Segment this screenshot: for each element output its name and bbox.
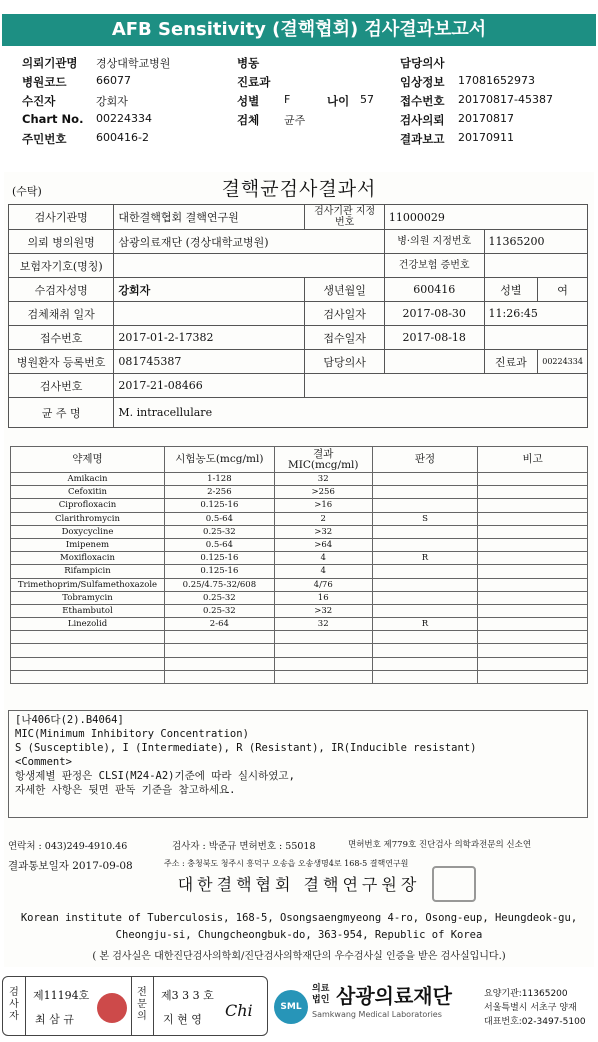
remark (478, 591, 588, 604)
test-range: 0.125-16 (164, 499, 274, 512)
notes-box (8, 710, 588, 818)
drug-row (11, 591, 588, 604)
org-address: 서울특별시 서초구 양재 (484, 1003, 577, 1013)
blank-cell (11, 644, 165, 657)
doc-subtitle: (수탁) (12, 185, 42, 198)
remark (478, 578, 588, 591)
test-range: 0.25/4.75-32/608 (164, 578, 274, 591)
mic-result: 32 (274, 473, 372, 486)
dept-doc-label: 진료과 (484, 350, 538, 374)
examiner: 검사자 : 박준규 면허번호 : 55018 (172, 841, 316, 852)
blank-cell (372, 670, 478, 683)
test-range: 0.125-16 (164, 565, 274, 578)
drug-name: Doxycycline (11, 525, 165, 538)
report-label: 결과보고 (400, 132, 445, 146)
clinical-label: 임상정보 (400, 75, 445, 89)
insure-label: 보험자기호(명칭) (9, 254, 114, 278)
drug-row (11, 618, 588, 631)
mic-result: 4 (274, 552, 372, 565)
blank-cell (11, 657, 165, 670)
interpretation: S (372, 512, 478, 525)
blank-cell (372, 631, 478, 644)
remark (478, 473, 588, 486)
remark (478, 552, 588, 565)
mic-result: 2 (274, 512, 372, 525)
interpretation: R (372, 552, 478, 565)
hospital-label: 의뢰기관명 (22, 56, 78, 70)
specimen-header-table (8, 204, 588, 428)
receipt-date-label: 접수일자 (305, 326, 385, 350)
report-value: 20170911 (458, 131, 514, 144)
req-lab-value: 삼광의료재단 (경상대학교병원) (114, 230, 385, 254)
drug-row (11, 578, 588, 591)
drug-name: Trimethoprim/Sulfamethoxazole (11, 578, 165, 591)
insure-no-value (484, 254, 587, 278)
blank-cell (372, 644, 478, 657)
certification-note: ( 본 검사실은 대한진단검사의학회/진단검사의학재단의 우수검사실 인증을 받은 검사실입니다.) (92, 951, 506, 962)
collect-label: 검체채취 일자 (9, 302, 114, 326)
clinical-value: 17081652973 (458, 74, 535, 87)
drug-row (11, 552, 588, 565)
remark (478, 618, 588, 631)
signature-box (2, 976, 268, 1036)
interpretation (372, 604, 478, 617)
drug-row (11, 486, 588, 499)
blank-cell (164, 670, 274, 683)
hosp-code-value: 66077 (96, 74, 131, 87)
age-value: 57 (360, 93, 374, 106)
chart-value: 00224334 (96, 112, 152, 125)
drug-row-blank (11, 644, 588, 657)
attending-value (384, 350, 484, 374)
drug-name: Ethambutol (11, 604, 165, 617)
institute-en-line2: Cheongju-si, Chungcheongbuk-do, 363-954, Republic of Korea (115, 929, 483, 941)
insure-no-label: 건강보험 증번호 (384, 254, 484, 278)
mic-result: 16 (274, 591, 372, 604)
drug-row (11, 565, 588, 578)
collect-value (114, 302, 305, 326)
institute-name: 대한결핵협회 결핵연구원장 (177, 875, 421, 894)
blank-cell (274, 670, 372, 683)
dept-label: 진료과 (237, 75, 271, 89)
interpretation (372, 578, 478, 591)
col-mic: 결과 MIC(mcg/ml) (274, 447, 372, 473)
test-range: 0.25-32 (164, 604, 274, 617)
blank-cell (164, 657, 274, 670)
blank-cell (164, 644, 274, 657)
institute-en-line1: Korean institute of Tuberculosis, 168-5, Osongsaengmyeong 4-ro, Osong-eup, Heungdeok-gu, (20, 912, 578, 924)
drug-table-header (11, 447, 588, 473)
interpretation: R (372, 618, 478, 631)
receipt-blank (484, 326, 587, 350)
remark (478, 486, 588, 499)
blank-cell (164, 631, 274, 644)
mic-result: >16 (274, 499, 372, 512)
test-no-value: 2017-21-08466 (114, 374, 305, 398)
sex-doc-value: 여 (538, 278, 588, 302)
resident-label: 주민번호 (22, 132, 67, 146)
blank-cell (274, 644, 372, 657)
test-range: 0.5-64 (164, 512, 274, 525)
drug-name: Moxifloxacin (11, 552, 165, 565)
examiner-license: 제11194호 (33, 989, 90, 1002)
examiner-name: 최 삼 규 (35, 1013, 74, 1026)
remark (478, 525, 588, 538)
blank-cell (478, 644, 588, 657)
test-range: 0.125-16 (164, 552, 274, 565)
test-range: 0.25-32 (164, 525, 274, 538)
test-date-value: 2017-08-30 (384, 302, 484, 326)
attending-label: 담당의사 (305, 350, 385, 374)
interpretation (372, 499, 478, 512)
test-time-value: 11:26:45 (484, 302, 587, 326)
signature-footer (2, 976, 596, 1038)
mic-result: >32 (274, 604, 372, 617)
remark (478, 538, 588, 551)
sex-value: F (284, 93, 291, 106)
req-no-label: 병·의원 지정번호 (384, 230, 484, 254)
org-name-en: Samkwang Medical Laboratories (312, 1010, 442, 1019)
drug-name: Imipenem (11, 538, 165, 551)
test-range: 2-64 (164, 618, 274, 631)
drug-name: Linezolid (11, 618, 165, 631)
specialist-license: 제3 3 3 호 (161, 989, 214, 1002)
interpretation (372, 473, 478, 486)
interpretation (372, 538, 478, 551)
test-no-blank (305, 374, 588, 398)
drug-row (11, 512, 588, 525)
interpretation (372, 591, 478, 604)
notes-line1: 항생제별 판정은 CLSI(M24-A2)기준에 따라 실시하였고, (15, 770, 295, 782)
drug-row (11, 473, 588, 486)
mic-result: >32 (274, 525, 372, 538)
accession-label: 접수번호 (400, 94, 445, 108)
report-date: 결과통보일자 2017-09-08 (8, 860, 133, 872)
drug-row-blank (11, 657, 588, 670)
interpretation (372, 525, 478, 538)
req-lab-label: 의뢰 병의원명 (9, 230, 114, 254)
contact: 연락처 : 043)249-4910.46 (8, 841, 128, 852)
lab-no-value: 11000029 (384, 205, 587, 230)
dob-label: 생년월일 (305, 278, 385, 302)
test-range: 2-256 (164, 486, 274, 499)
drug-row-blank (11, 631, 588, 644)
blank-cell (11, 631, 165, 644)
notes-legend: S (Susceptible), I (Intermediate), R (Resistant), IR(Inducible resistant) (15, 742, 477, 754)
notes-comment-label: <Comment> (15, 756, 72, 768)
blank-cell (478, 657, 588, 670)
mic-result: 4/76 (274, 578, 372, 591)
patient-label: 수진자 (22, 94, 56, 108)
receipt-date-value: 2017-08-18 (384, 326, 484, 350)
examiner-vertical-label: 검 사 자 (9, 987, 19, 1022)
reg-value: 081745387 (114, 350, 305, 374)
test-range: 0.5-64 (164, 538, 274, 551)
remark (478, 565, 588, 578)
test-no-label: 검사번호 (9, 374, 114, 398)
test-range: 1-128 (164, 473, 274, 486)
specialist-vertical-label: 전 문 의 (137, 987, 147, 1022)
organism-label: 균 주 명 (9, 398, 114, 428)
col-range: 시험농도(mcg/ml) (164, 447, 274, 473)
lab-label: 검사기관명 (9, 205, 114, 230)
doc-title: 결핵균검사결과서 (221, 178, 377, 200)
name-value: 강회자 (114, 278, 305, 302)
interpretation (372, 565, 478, 578)
request-label: 검사의뢰 (400, 113, 445, 127)
mic-result: 32 (274, 618, 372, 631)
reg-label: 병원환자 등록번호 (9, 350, 114, 374)
drug-name: Cefoxitin (11, 486, 165, 499)
accession-value: 20170817-45387 (458, 93, 553, 106)
drug-row (11, 604, 588, 617)
drug-row (11, 499, 588, 512)
name-label: 수검자성명 (9, 278, 114, 302)
receipt-label: 접수번호 (9, 326, 114, 350)
hosp-code-label: 병원코드 (22, 75, 67, 89)
specimen-value: 균주 (284, 114, 306, 127)
blank-cell (478, 631, 588, 644)
lab-value: 대한결핵협회 결핵연구원 (114, 205, 305, 230)
mic-result: >64 (274, 538, 372, 551)
notes-line2: 자세한 사항은 뒷면 판독 기준을 참고하세요. (15, 784, 236, 796)
sex-label: 성별 (237, 94, 260, 108)
drug-name: Clarithromycin (11, 512, 165, 525)
patient-value: 강회자 (96, 95, 128, 108)
organism-value: M. intracellulare (114, 398, 588, 428)
org-prefix: 의료 법인 (312, 984, 330, 1005)
blank-cell (372, 657, 478, 670)
request-value: 20170817 (458, 112, 514, 125)
doctor-label: 담당의사 (400, 56, 445, 70)
mic-result: 4 (274, 565, 372, 578)
age-label: 나이 (327, 94, 350, 108)
org-phone: 대표번호:02-3497-5100 (484, 1017, 586, 1027)
blank-cell (11, 670, 165, 683)
drug-row (11, 525, 588, 538)
org-name: 삼광의료재단 (336, 984, 452, 1008)
interpretation (372, 486, 478, 499)
drug-row-blank (11, 670, 588, 683)
signature: Chi (225, 1001, 253, 1020)
remark (478, 499, 588, 512)
org-code: 요양기관:11365200 (484, 989, 568, 999)
col-drug: 약제명 (11, 447, 165, 473)
official-seal (432, 866, 476, 902)
req-no-value: 11365200 (484, 230, 587, 254)
col-remark: 비고 (478, 447, 588, 473)
blank-cell (274, 657, 372, 670)
approver: 면허번호 제779호 진단검사 의학과전문의 신소연 (348, 840, 532, 850)
blank-cell (478, 670, 588, 683)
resident-value: 600416-2 (96, 131, 149, 144)
notes-code: [나406다(2).B4064] (15, 714, 124, 726)
notes-mic: MIC(Minimum Inhibitory Concentration) (15, 728, 249, 740)
examiner-stamp (97, 993, 127, 1023)
mic-result: >256 (274, 486, 372, 499)
test-date-label: 검사일자 (305, 302, 385, 326)
test-range: 0.25-32 (164, 591, 274, 604)
receipt-value: 2017-01-2-17382 (114, 326, 305, 350)
remark (478, 512, 588, 525)
dob-value: 600416 (384, 278, 484, 302)
specialist-name: 지 현 영 (163, 1013, 202, 1026)
sml-logo-icon: SML (274, 990, 308, 1024)
col-interp: 판정 (372, 447, 478, 473)
ward-label: 병동 (237, 56, 260, 70)
specimen-label: 검체 (237, 113, 260, 127)
lab-no-label: 검사기관 지정번호 (305, 205, 385, 230)
report-title: AFB Sensitivity (결핵협회) 검사결과보고서 (2, 14, 596, 46)
drug-name: Ciprofloxacin (11, 499, 165, 512)
insure-value (114, 254, 385, 278)
address: 주소 : 충청북도 청주시 흥덕구 오송읍 오송생명4로 168-5 결핵연구원 (164, 859, 409, 868)
drug-name: Rifampicin (11, 565, 165, 578)
hospital-value: 경상대학교병원 (96, 57, 171, 70)
blank-cell (274, 631, 372, 644)
dept-doc-value: 00224334 (538, 350, 588, 374)
drug-row (11, 538, 588, 551)
drug-name: Tobramycin (11, 591, 165, 604)
drug-table (10, 446, 588, 684)
scanned-report (4, 172, 594, 967)
drug-name: Amikacin (11, 473, 165, 486)
sex-doc-label: 성별 (484, 278, 538, 302)
chart-label: Chart No. (22, 112, 84, 126)
remark (478, 604, 588, 617)
